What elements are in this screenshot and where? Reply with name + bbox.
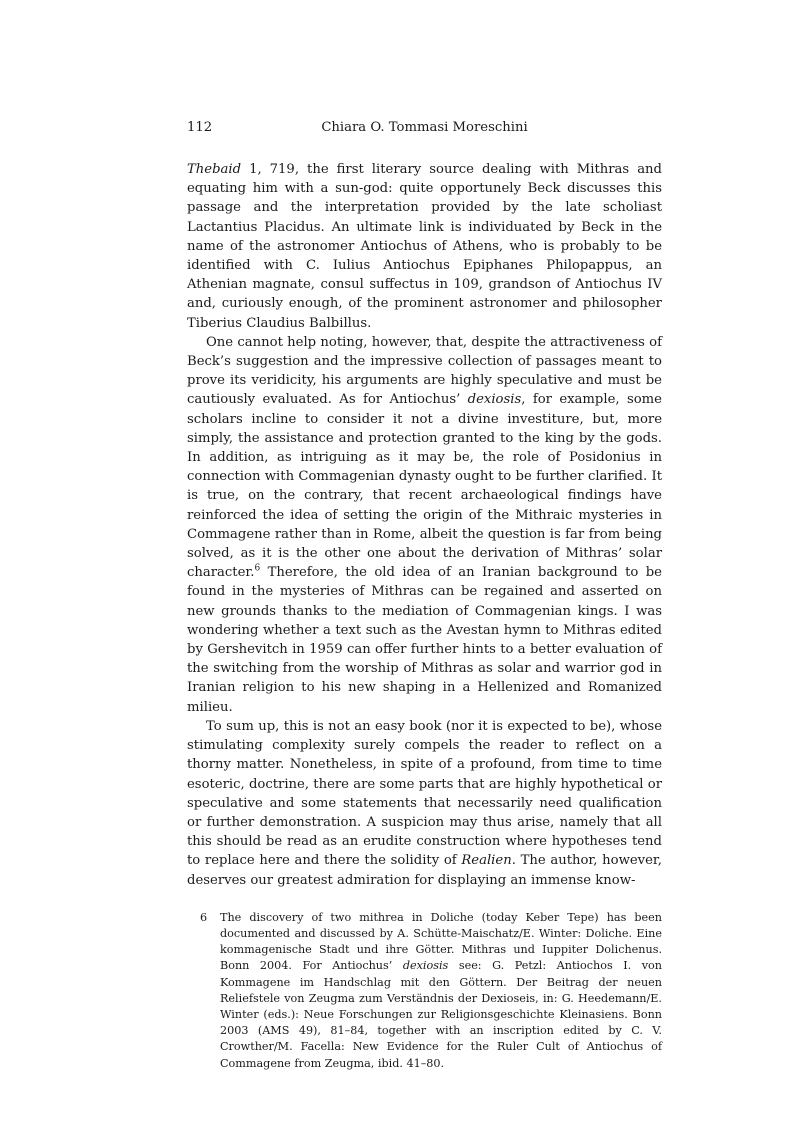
running-head bbox=[187, 118, 662, 138]
footnote-reference-6[interactable]: 6 bbox=[254, 563, 261, 574]
paragraph-1-text: 1, 719, the first literary source dealing with Mithras and equating him with a sun-god: quite opportunely Beck discusses this passage and the interpretation provided by the late scholiast Lactantius Placidus. An ultimate link is individuated by Beck in the name of the astronomer Antiochus of Athens, who is probably to be identified with C. Iulius Antiochus Epiphanes Philopappus, an Athenian magnate, consul suffectus in 109, grandson of Antiochus IV and, curiously enough, of the prominent astronomer and philosopher Tiberius Claudius Balbillus. bbox=[187, 162, 662, 331]
footnotes bbox=[187, 910, 662, 1072]
running-head-author: Chiara O. Tommasi Moreschini bbox=[321, 120, 528, 135]
italic-title-thebaid: Thebaid bbox=[187, 162, 242, 177]
footnote-text-b: see: G. Petzl: Antiochos I. von Kommagene im Handschlag mit den Göttern. Der Beitrag der neuen Reliefstele von Zeugma zum Verständnis der Dexioseis, in: G. Heedemann/E. Winter (eds.): Neue Forschungen zur Religionsgeschichte Kleinasiens. Bonn 2003 (AMS 49), 81–84, together with an inscription edited by C. V. Crowther/M. Facella: New Evidence for the Ruler Cult of Antiochus of Commagene from Zeugma, ibid. 41–80. bbox=[220, 959, 662, 1070]
footnote-text-a: The discovery of two mithrea in Doliche (today Keber Tepe) has been documented and discussed by A. Schütte-Maischatz/E. Winter: Doliche. Eine kommagenische Stadt und ihre Götter. Mithras und Iuppiter Dolichenus. Bonn 2004. For Antiochus’ bbox=[220, 910, 662, 973]
paragraph-3 bbox=[187, 717, 662, 890]
paragraph-2-text-c: Therefore, the old idea of an Iranian background to be found in the mysteries of Mithras can be regained and asserted on new grounds thanks to the mediation of Commagenian kings. I was wondering whether a text such as the Avestan hymn to Mithras edited by Gershevitch in 1959 can offer further hints to a better evaluation of the switching from the worship of Mithras as solar and warrior god in Iranian religion to his new shaping in a Hellenized and Romanized milieu. bbox=[187, 565, 662, 715]
italic-term-realien: Realien bbox=[461, 853, 512, 869]
italic-term-dexiosis: dexiosis bbox=[467, 392, 522, 408]
paragraph-2 bbox=[187, 333, 662, 717]
page-number: 112 bbox=[187, 120, 213, 135]
footnote-6 bbox=[187, 910, 662, 1072]
footnote-number: 6 bbox=[200, 910, 208, 924]
footnote-italic-dexiosis: dexiosis bbox=[402, 959, 449, 973]
paragraph-3-text-a: To sum up, this is not an easy book (nor it is expected to be), whose stimulating complexity surely compels the reader to reflect on a thorny matter. Nonetheless, in spite of a profound, from time to time esoteric, doctrine, there are some parts that are highly hypothetical or speculative and some statements that necessarily need qualification or further demonstration. A suspicion may thus arise, namely that all this should be read as an erudite construction where hypotheses tend to replace here and there the solidity of bbox=[187, 718, 662, 869]
paragraph-2-text-a: One cannot help noting, however, that, despite the attractiveness of Beck’s suggestion and the impressive collection of passages meant to prove its veridicity, his arguments are highly speculative and must be cautiously evaluated. As for Antiochus’ bbox=[187, 334, 662, 408]
paragraph-1 bbox=[187, 160, 662, 333]
paragraph-2-text-b: , for example, some scholars incline to consider it not a divine investiture, but, more simply, the assistance and protection granted to the king by the gods. In addition, as intriguing as it may be, the role of Posidonius in connection with Commagenian dynasty ought to be further clarified. It is true, on the contrary, that recent archaeological findings have reinforced the idea of setting the origin of the Mithraic mysteries in Commagene rather than in Rome, albeit the question is far from being solved, as it is the other one about the derivation of Mithras’ solar character. bbox=[187, 392, 662, 581]
paragraph-3-text-b: . The author, however, deserves our greatest admiration for displaying an immense know- bbox=[187, 853, 662, 888]
body-text bbox=[187, 160, 662, 890]
page bbox=[187, 118, 662, 1072]
